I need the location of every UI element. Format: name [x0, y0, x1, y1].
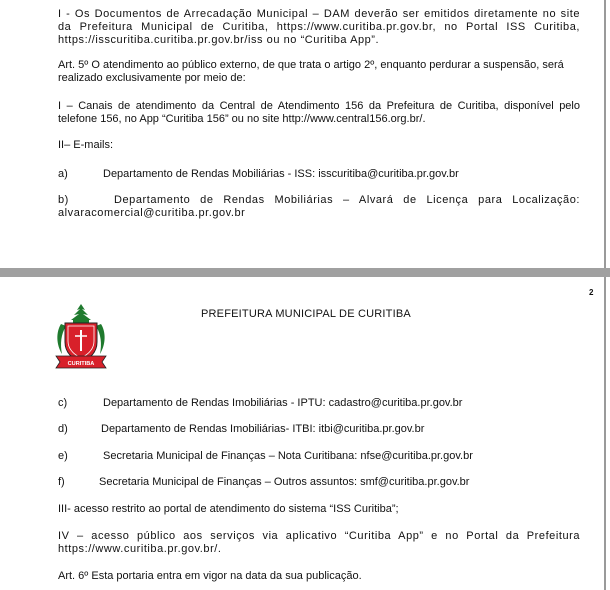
paragraph-art6: Art. 6º Esta portaria entra em vigor na data da sua publicação.	[58, 570, 362, 582]
email-item-d	[58, 423, 580, 436]
email-item-label: f)	[58, 476, 65, 488]
email-item-f	[58, 476, 580, 489]
email-item-label: c)	[58, 397, 68, 409]
crest-banner-text: CURITIBA	[67, 361, 95, 367]
email-item-text: Departamento de Rendas Imobiliárias- ITBI: itbi@curitiba.pr.gov.br	[101, 423, 425, 435]
email-item-text: Secretaria Municipal de Finanças – Nota Curitibana: nfse@curitiba.pr.gov.br	[103, 450, 473, 462]
email-item-c	[58, 397, 580, 410]
paragraph-art5: Art. 5º O atendimento ao público externo, de que trata o artigo 2º, enquanto perdurar a suspensão, será realizado exclusivamente por meio de:	[58, 59, 564, 84]
email-item-a	[58, 168, 580, 181]
page-separator	[0, 268, 610, 277]
email-item-e	[58, 450, 580, 463]
paragraph-item-canais: I – Canais de atendimento da Central de Atendimento 156 da Prefeitura de Curitiba, disponível pelo telefone 156, no App “Curitiba 156” ou no site http://www.central156.org.br/.	[58, 100, 580, 125]
email-item-text: Departamento de Rendas Imobiliárias - IPTU: cadastro@curitiba.pr.gov.br	[103, 397, 463, 409]
email-item-label: d)	[58, 423, 68, 435]
page-header-title: PREFEITURA MUNICIPAL DE CURITIBA	[201, 308, 411, 320]
email-item-label: e)	[58, 450, 68, 462]
email-item-text: Departamento de Rendas Mobiliárias – Alvará de Licença para Localização: alvaracomercial@curitiba.pr.gov.br	[58, 194, 580, 219]
paragraph-item-emails: II– E-mails:	[58, 139, 114, 151]
email-item-label: b)	[58, 194, 69, 206]
curitiba-coat-of-arms-icon	[52, 302, 110, 370]
email-item-text: Secretaria Municipal de Finanças – Outros assuntos: smf@curitiba.pr.gov.br	[99, 476, 470, 488]
paragraph-item-i: I - Os Documentos de Arrecadação Municipal – DAM deverão ser emitidos diretamente no site da Prefeitura Municipal de Curitiba, https://www.curitiba.pr.gov.br, no Portal ISS Curitiba, https://isscuritiba.curitiba.pr.gov.br/iss ou no “Curitiba App”.	[58, 8, 580, 46]
page-number: 2	[589, 288, 594, 297]
email-item-text: Departamento de Rendas Mobiliárias - ISS: isscuritiba@curitiba.pr.gov.br	[103, 168, 459, 180]
paragraph-item-iii: III- acesso restrito ao portal de atendimento do sistema “ISS Curitiba”;	[58, 503, 399, 515]
paragraph-item-iv: IV – acesso público aos serviços via aplicativo “Curitiba App” e no Portal da Prefeitura https://www.curitiba.pr.gov.br/.	[58, 530, 580, 555]
email-item-label: a)	[58, 168, 68, 180]
email-item-b	[58, 194, 580, 220]
